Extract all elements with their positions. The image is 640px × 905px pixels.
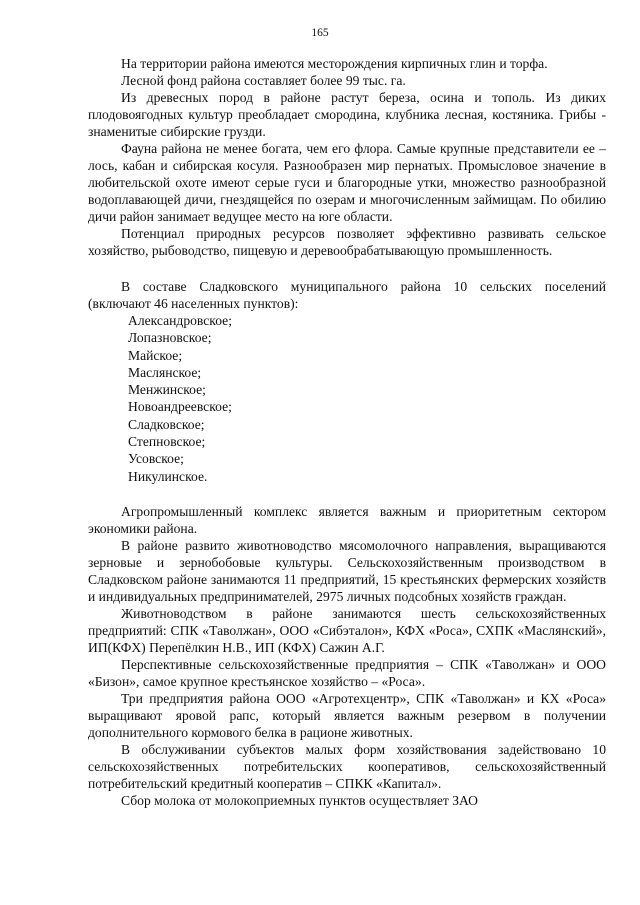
- section-spacer: [88, 485, 606, 503]
- agriculture-section: [88, 503, 606, 809]
- paragraph: В обслуживании субъектов малых форм хозяйствования задействовано 10 сельскохозяйственных потребительских кооперативов, сельскохозяйственный потребительский кредитный кооператив – СПКК «Капитал».: [88, 741, 606, 791]
- list-item: Менжинское;: [128, 382, 206, 398]
- list-item: Маслянское;: [128, 364, 202, 380]
- section-spacer: [88, 259, 606, 278]
- paragraph: В составе Сладковского муниципального района 10 сельских поселений (включают 46 населенных пунктов):: [88, 279, 606, 311]
- page-number: 165: [311, 27, 329, 39]
- paragraph: Из древесных пород в районе растут береза, осина и тополь. Из диких плодовоягодных культур преобладает смородина, клубника лесная, костяника. Грибы - знаменитые сибирские грузди.: [88, 90, 606, 139]
- paragraph: Животноводством в районе занимаются шесть сельскохозяйственных предприятий: СПК «Таволжан», ООО «Сибэталон», КФХ «Роса», СХПК «Маслянский», ИП(КФХ) Перепёлкин Н.В., ИП (КФХ) Сажин А.Г.: [88, 605, 606, 655]
- paragraph: Агропромышленный комплекс является важным и приоритетным сектором экономики района.: [88, 503, 606, 536]
- settlement-list: [88, 312, 606, 485]
- list-item: Майское;: [128, 347, 183, 363]
- paragraph: Фауна района не менее богата, чем его флора. Самые крупные представители ее – лось, кабан и сибирская косуля. Разнообразен мир пернатых. Промысловое значение в любительской охоте имеют серые гуси и благородные утки, множество разнообразной водоплавающей дичи, гнездящейся по озерам и многочисленным займищам. По обилию дичи район занимает ведущее место на юге области.: [88, 141, 606, 224]
- document-body: [88, 55, 606, 809]
- paragraph: В районе развито животноводство мясомолочного направления, выращиваются зерновые и зернобобовые культуры. Сельскохозяйственным производством в Сладковском районе занимаются 11 предприятий, 15 крестьянских фермерских хозяйств и индивидуальных предпринимателей, 2975 личных подсобных хозяйств граждан.: [88, 537, 606, 604]
- paragraph: Лесной фонд района составляет более 99 тыс. га.: [121, 73, 406, 88]
- paragraph: Перспективные сельскохозяйственные предприятия – СПК «Таволжан» и ООО «Бизон», самое крупное крестьянское хозяйство – «Роса».: [88, 656, 606, 689]
- list-item: Александровское;: [128, 313, 232, 328]
- natural-resources-section: [88, 55, 606, 259]
- paragraph: Сбор молока от молокоприемных пунктов осуществляет ЗАО: [121, 792, 478, 808]
- list-item: Никулинское.: [128, 468, 208, 484]
- list-item: Новоандреевское;: [128, 399, 232, 415]
- paragraph: Потенциал природных ресурсов позволяет эффективно развивать сельское хозяйство, рыбоводство, пищевую и деревообрабатывающую промышленность.: [88, 226, 606, 258]
- paragraph: На территории района имеются месторождения кирпичных глин и торфа.: [121, 56, 548, 71]
- paragraph: Три предприятия района ООО «Агротехцентр», СПК «Таволжан» и КХ «Роса» выращивают яровой рапс, который является важным резервом в получении дополнительного кормового белка в рационе животных.: [88, 690, 606, 740]
- list-item: Усовское;: [128, 451, 184, 467]
- settlements-section: [88, 278, 606, 485]
- list-item: Степновское;: [128, 434, 206, 450]
- list-item: Лопазновское;: [128, 330, 212, 346]
- list-item: Сладковское;: [128, 416, 205, 432]
